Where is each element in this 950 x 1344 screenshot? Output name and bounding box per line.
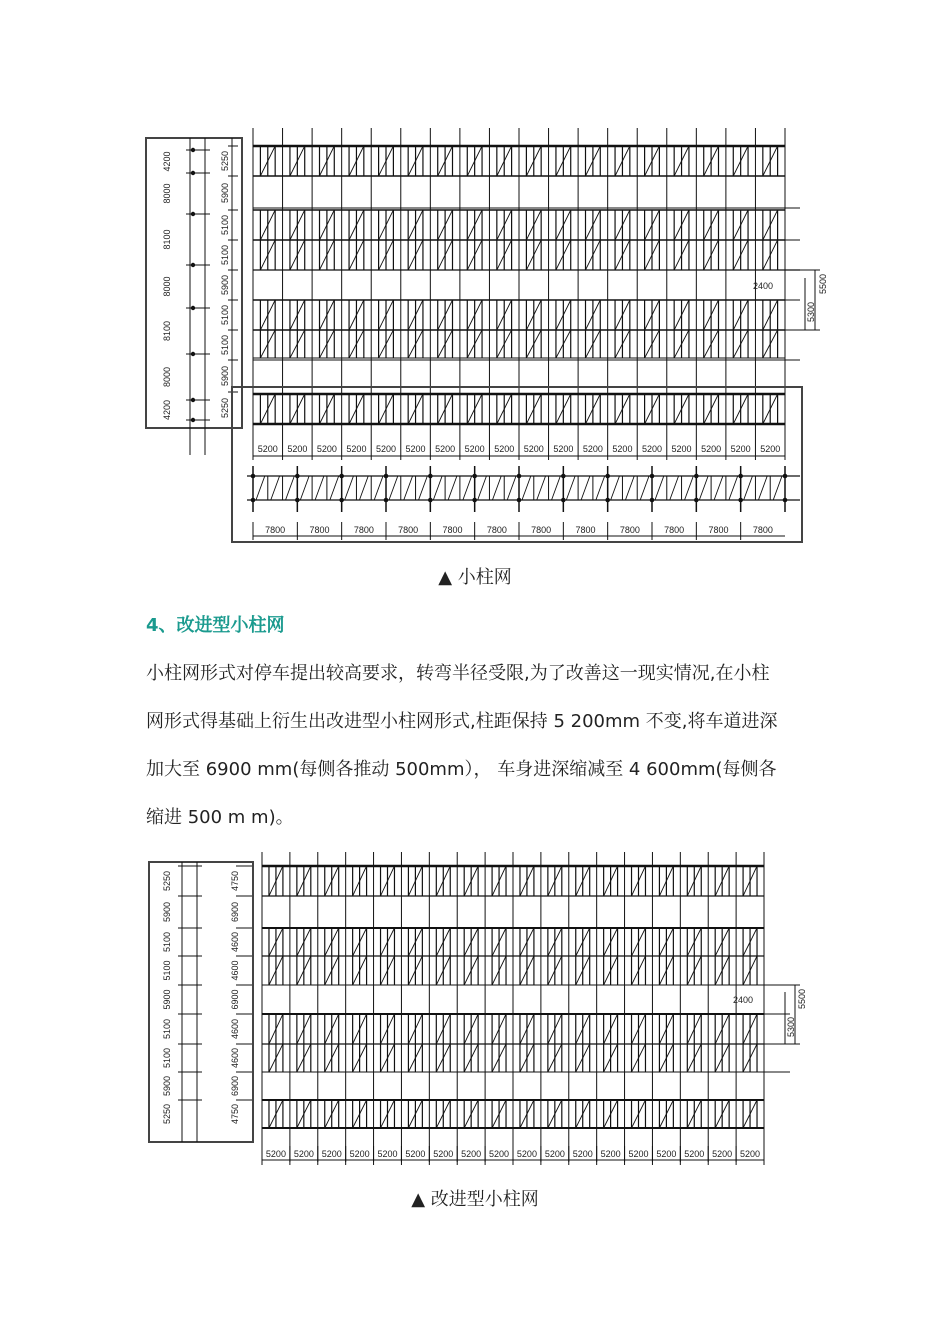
section-paragraph [146, 650, 816, 842]
bay-dim-label: 5200 [544, 1149, 565, 1159]
stall-width-label: 2400 [732, 995, 754, 1005]
bay-dim-label: 5200 [293, 1149, 314, 1159]
left-dim-label: 5100 [162, 1018, 172, 1040]
row-dim-label: 5100 [220, 304, 230, 326]
row-dim-label: 6900 [230, 901, 240, 923]
bay-dim-label: 5200 [405, 1149, 426, 1159]
bay-dim-label: 5200 [701, 444, 722, 454]
bay-dim-label: 5200 [612, 444, 633, 454]
left-dim-label: 5900 [162, 901, 172, 923]
stall-depth-label: 5500 [797, 988, 807, 1010]
left-dim-label: 8000 [162, 366, 172, 388]
bay-dim-label: 5200 [641, 444, 663, 454]
row-dim-label: 5900 [220, 182, 230, 204]
bay-dim-label: 5200 [730, 444, 751, 454]
bay-dim-label: 5200 [461, 1149, 482, 1159]
bay-dim-label: 5200 [377, 1149, 398, 1159]
detail-bay-dim-label: 7800 [664, 525, 685, 535]
row-dim-label: 4750 [230, 870, 240, 892]
paragraph-line: 网形式得基础上衍生出改进型小柱网形式,柱距保持 5 200mm 不变,将车道进深 [146, 711, 778, 732]
row-dim-label: 6900 [230, 1075, 240, 1097]
bay-dim-label: 5200 [582, 444, 603, 454]
row-dim-label: 5250 [220, 150, 230, 172]
bay-dim-label: 5200 [494, 444, 515, 454]
paragraph-line: 缩进 500 m m)。 [146, 807, 294, 828]
detail-bay-dim-label: 7800 [398, 525, 419, 535]
left-dim-label: 8100 [162, 229, 172, 250]
detail-bay-dim-label: 7800 [309, 525, 330, 535]
row-dim-label: 4600 [230, 931, 240, 953]
row-dim-label: 4600 [230, 960, 240, 981]
figure1-caption: ▲ 小柱网 [438, 567, 512, 588]
figure2-caption: ▲ 改进型小柱网 [411, 1189, 539, 1210]
bay-dim-label: 5200 [489, 1149, 510, 1159]
left-dim-label: 5100 [162, 960, 172, 981]
left-dim-label: 5900 [162, 989, 172, 1010]
bay-dim-label: 5200 [740, 1149, 761, 1159]
left-dim-label: 4200 [162, 151, 172, 172]
row-dim-label: 5100 [220, 334, 230, 356]
bay-dim-label: 5200 [684, 1149, 705, 1159]
bay-dim-label: 5200 [433, 1149, 454, 1159]
row-dim-label: 5100 [220, 244, 230, 266]
left-dim-label: 8100 [162, 320, 172, 342]
detail-bay-dim-label: 7800 [486, 525, 507, 535]
paragraph-line: 加大至 6900 mm(每侧各推动 500mm）， 车身进深缩减至 4 600mm(每侧各 [146, 759, 777, 780]
stall-width-label: 2400 [752, 281, 774, 291]
left-dim-label: 5100 [162, 931, 172, 953]
bay-dim-label: 5200 [257, 444, 278, 454]
left-dim-label: 5900 [162, 1075, 172, 1097]
detail-bay-dim-label: 7800 [442, 525, 463, 535]
bay-dim-label: 5200 [656, 1149, 677, 1159]
row-dim-label: 5900 [220, 365, 230, 387]
bay-dim-label: 5200 [712, 1149, 733, 1159]
bay-dim-label: 5200 [287, 444, 308, 454]
bay-dim-label: 5200 [435, 444, 456, 454]
bay-dim-label: 5200 [553, 444, 574, 454]
bay-dim-label: 5200 [346, 444, 367, 454]
bay-dim-label: 5200 [523, 444, 544, 454]
left-dim-label: 5100 [162, 1047, 172, 1069]
left-dim-label: 8000 [162, 276, 172, 297]
detail-bay-dim-label: 7800 [708, 525, 729, 535]
bay-dim-label: 5200 [572, 1149, 593, 1159]
detail-bay-dim-label: 7800 [575, 525, 596, 535]
row-dim-label: 4750 [230, 1103, 240, 1125]
bay-dim-label: 5200 [349, 1149, 370, 1159]
detail-bay-dim-label: 7800 [619, 525, 640, 535]
bay-dim-label: 5200 [464, 444, 485, 454]
bay-dim-label: 5200 [316, 444, 337, 454]
bay-dim-label: 5200 [405, 444, 426, 454]
row-dim-label: 5900 [220, 274, 230, 296]
stall-depth-label: 5300 [806, 301, 816, 323]
bay-dim-label: 5200 [321, 1149, 342, 1159]
row-dim-label: 5250 [220, 397, 230, 419]
left-dim-label: 8000 [162, 183, 172, 204]
section-heading: 4、改进型小柱网 [146, 615, 285, 636]
left-dim-label: 5250 [162, 1103, 172, 1125]
stall-depth-label: 5300 [786, 1016, 796, 1038]
row-dim-label: 4600 [230, 1047, 240, 1069]
detail-bay-dim-label: 7800 [752, 525, 773, 535]
row-dim-label: 4600 [230, 1018, 240, 1040]
paragraph-line: 小柱网形式对停车提出较高要求，转弯半径受限,为了改善这一现实情况,在小柱 [146, 663, 770, 684]
bay-dim-label: 5200 [265, 1149, 286, 1159]
row-dim-label: 5100 [220, 214, 230, 236]
left-dim-label: 4200 [162, 399, 172, 421]
bay-dim-label: 5200 [375, 444, 397, 454]
bay-dim-label: 5200 [628, 1149, 649, 1159]
bay-dim-label: 5200 [671, 444, 692, 454]
detail-bay-dim-label: 7800 [531, 525, 552, 535]
stall-depth-label: 5500 [818, 273, 828, 295]
left-dim-label: 5250 [162, 870, 172, 892]
detail-bay-dim-label: 7800 [265, 525, 286, 535]
bay-dim-label: 5200 [760, 444, 781, 454]
detail-bay-dim-label: 7800 [353, 525, 374, 535]
bay-dim-label: 5200 [600, 1149, 621, 1159]
bay-dim-label: 5200 [516, 1149, 537, 1159]
row-dim-label: 6900 [230, 989, 240, 1010]
